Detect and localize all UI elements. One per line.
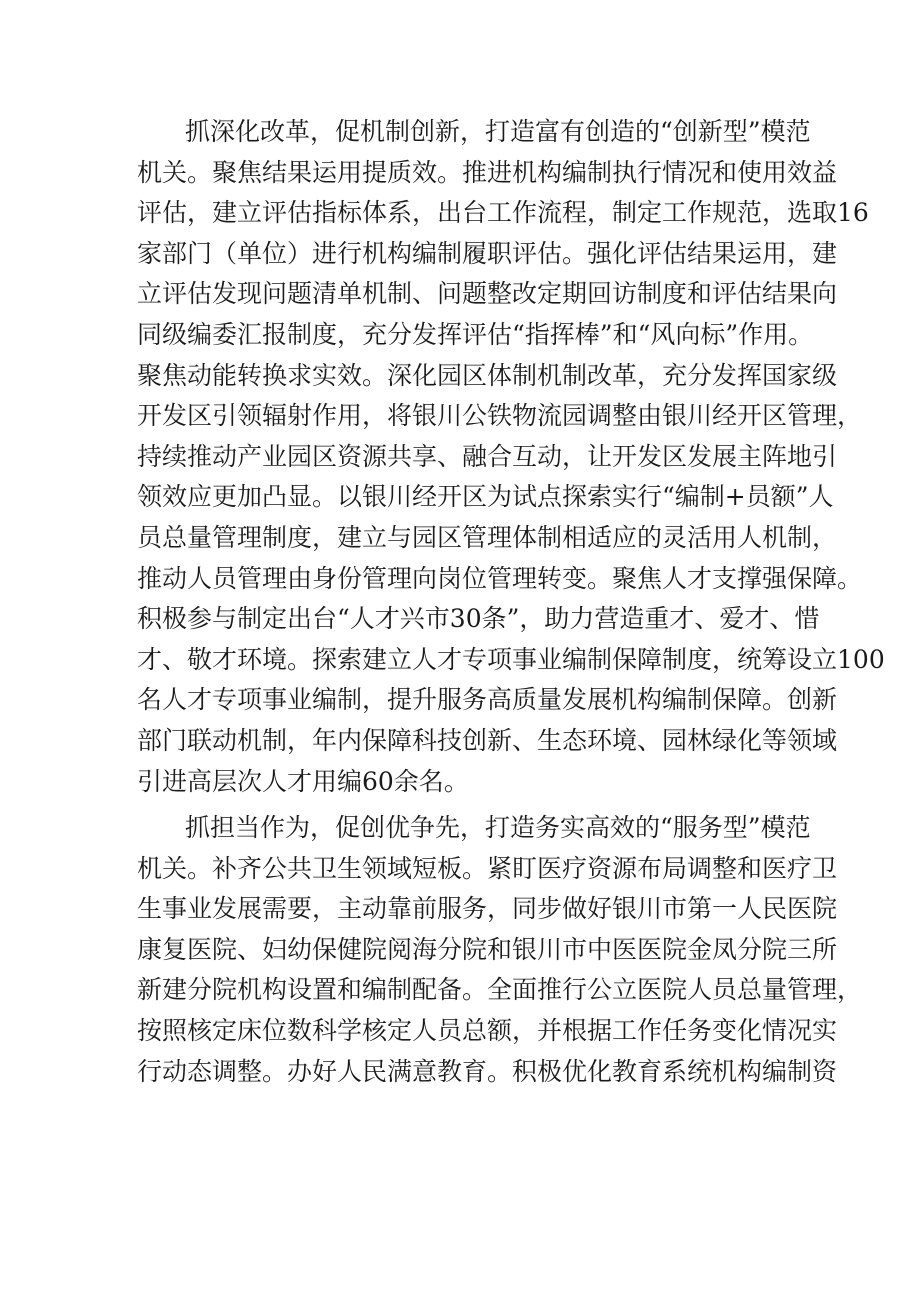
text-line: 家部门（单位）进行机构编制履职评估。强化评估结果运用，建 — [137, 238, 838, 268]
text-line: 才、敬才环境。探索建立人才专项事业编制保障制度，统筹设立100 — [137, 644, 885, 674]
text-line: 生事业发展需要，主动靠前服务，同步做好银川市第一人民医院 — [137, 894, 838, 924]
text-line: 立评估发现问题清单机制、问题整改定期回访制度和评估结果向 — [137, 279, 838, 309]
text-line: 部门联动机制，年内保障科技创新、生态环境、园林绿化等领域 — [137, 725, 838, 755]
text-line: 按照核定床位数科学核定人员总额，并根据工作任务变化情况实 — [137, 1016, 838, 1046]
text-line: 机关。补齐公共卫生领域短板。紧盯医疗资源布局调整和医疗卫 — [137, 853, 838, 883]
text-line: 领效应更加凸显。以银川经开区为试点探索实行“编制+员额”人 — [137, 482, 834, 512]
text-line: 新建分院机构设置和编制配备。全面推行公立医院人员总量管理， — [137, 975, 863, 1005]
text-line: 开发区引领辐射作用，将银川公铁物流园调整由银川经开区管理， — [137, 401, 863, 431]
text-line: 推动人员管理由身份管理向岗位管理转变。聚焦人才支撑强保障。 — [137, 563, 863, 593]
text-line: 引进高层次人才用编60余名。 — [137, 766, 469, 796]
text-line: 聚焦动能转换求实效。深化园区体制机制改革，充分发挥国家级 — [137, 360, 838, 390]
text-line: 抓深化改革，促机制创新，打造富有创造的“创新型”模范 — [185, 117, 811, 146]
text-line: 持续推动产业园区资源共享、融合互动，让开发区发展主阵地引 — [137, 441, 838, 471]
paragraph-2 — [137, 808, 863, 1092]
text-line: 机关。聚焦结果运用提质效。推进机构编制执行情况和使用效益 — [137, 157, 838, 187]
text-line: 员总量管理制度，建立与园区管理体制相适应的灵活用人机制， — [137, 522, 838, 552]
text-line: 同级编委汇报制度，充分发挥评估“指挥棒”和“风向标”作用。 — [137, 319, 814, 349]
document-body — [137, 112, 885, 1092]
text-line: 康复医院、妇幼保健院阅海分院和银川市中医医院金凤分院三所 — [137, 934, 838, 964]
text-line: 行动态调整。办好人民满意教育。积极优化教育系统机构编制资 — [137, 1056, 838, 1086]
text-line: 名人才专项事业编制，提升服务高质量发展机构编制保障。创新 — [137, 685, 838, 715]
paragraph-1 — [137, 112, 885, 802]
text-line: 积极参与制定出台“人才兴市30条”，助力营造重才、爱才、惜 — [137, 604, 820, 634]
text-line: 评估，建立评估指标体系，出台工作流程，制定工作规范，选取16 — [137, 198, 869, 228]
text-line: 抓担当作为，促创优争先，打造务实高效的“服务型”模范 — [185, 813, 811, 843]
